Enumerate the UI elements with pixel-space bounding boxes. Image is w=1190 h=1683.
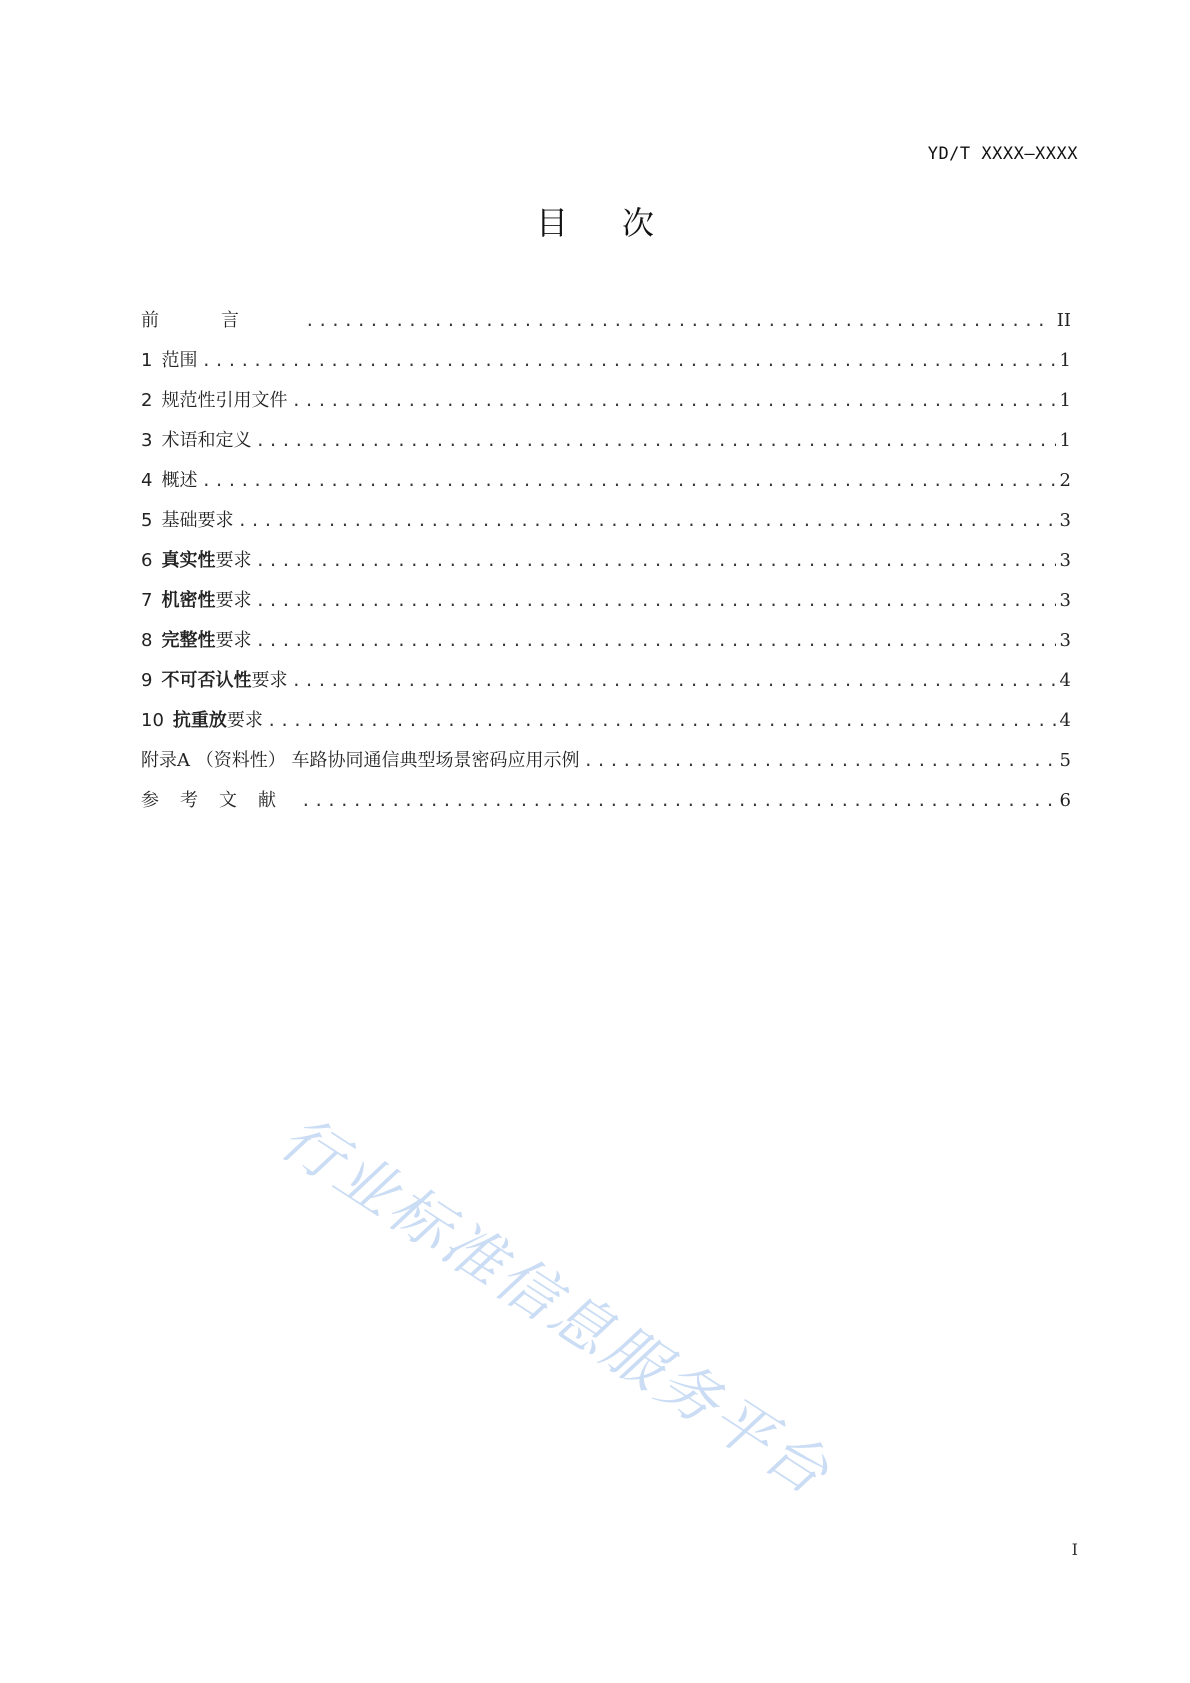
- toc-entry-page: 2: [1059, 470, 1071, 491]
- toc-entry-label: 附录A （资料性） 车路协同通信典型场景密码应用示例: [141, 750, 580, 771]
- toc-entry-label: 术语和定义: [161, 430, 252, 451]
- toc-entry-label-strong: 完整性: [161, 630, 216, 651]
- toc-entry-label: 基础要求: [161, 510, 234, 531]
- toc-entry-page: 3: [1059, 510, 1071, 531]
- toc-entry-label-suffix: 要求: [215, 630, 252, 651]
- toc-entry-page: 1: [1059, 430, 1071, 451]
- page-number: I: [1071, 1540, 1078, 1559]
- toc-entry-number: 8: [141, 630, 153, 651]
- toc-entry-normative-references[interactable]: [141, 386, 1071, 426]
- toc-leader-dots: [301, 791, 1056, 810]
- toc-entry-terms-definitions[interactable]: [141, 426, 1071, 466]
- document-code: YD/T XXXX—XXXX: [927, 144, 1078, 164]
- toc-entry-number: 5: [141, 510, 153, 531]
- toc-entry-label: 范围: [161, 350, 198, 371]
- toc-entry-authenticity[interactable]: [141, 546, 1071, 586]
- toc-leader-dots: [255, 551, 1055, 570]
- toc-entry-label-suffix: 要求: [215, 590, 252, 611]
- toc-entry-label: 规范性引用文件: [161, 390, 288, 411]
- toc-leader-dots: [255, 431, 1055, 450]
- toc-entry-page: 4: [1059, 710, 1071, 731]
- toc-leader-dots: [267, 711, 1056, 730]
- toc-entry-basic-requirements[interactable]: [141, 506, 1071, 546]
- toc-leader-dots: [583, 751, 1055, 770]
- toc-entry-number: 4: [141, 470, 153, 491]
- toc-entry-label: 参考文献: [141, 790, 297, 811]
- toc-entry-label-suffix: 要求: [251, 670, 288, 691]
- toc-entry-number: 7: [141, 590, 153, 611]
- toc-entry-page: 4: [1059, 670, 1071, 691]
- toc-entry-page: 1: [1059, 390, 1071, 411]
- toc-entry-integrity[interactable]: [141, 626, 1071, 666]
- toc-entry-page: 1: [1059, 350, 1071, 371]
- toc-leader-dots: [255, 631, 1055, 650]
- toc-entry-number: 6: [141, 550, 153, 571]
- toc-entry-label: 概述: [161, 470, 198, 491]
- toc-entry-label-suffix: 要求: [226, 710, 263, 731]
- toc-entry-number: 10: [141, 710, 164, 731]
- toc-entry-overview[interactable]: [141, 466, 1071, 506]
- toc-leader-dots: [201, 471, 1055, 490]
- toc-entry-label-suffix: 要求: [215, 550, 252, 571]
- toc-entry-number: 2: [141, 390, 153, 411]
- toc-leader-dots: [291, 671, 1055, 690]
- toc-entry-label-strong: 不可否认性: [161, 670, 252, 691]
- toc-leader-dots: [237, 511, 1055, 530]
- toc-entry-confidentiality[interactable]: [141, 586, 1071, 626]
- page-title: 目次: [535, 204, 708, 242]
- toc-leader-dots: [255, 591, 1055, 610]
- toc-entry-number: 3: [141, 430, 153, 451]
- toc-entry-scope[interactable]: [141, 346, 1071, 386]
- toc-leader-dots: [201, 351, 1055, 370]
- table-of-contents: [141, 306, 1071, 826]
- toc-entry-foreword[interactable]: [141, 306, 1071, 346]
- toc-entry-label-strong: 抗重放: [172, 710, 227, 731]
- toc-entry-bibliography[interactable]: [141, 786, 1071, 826]
- toc-entry-page: II: [1056, 310, 1071, 331]
- toc-entry-page: 6: [1059, 790, 1071, 811]
- toc-entry-number: 1: [141, 350, 153, 371]
- toc-entry-page: 3: [1059, 630, 1071, 651]
- toc-entry-label-strong: 机密性: [161, 590, 216, 611]
- toc-entry-page: 3: [1059, 590, 1071, 611]
- toc-entry-label: 前言: [141, 310, 301, 331]
- toc-entry-appendix-a[interactable]: [141, 746, 1071, 786]
- watermark-text: 行业标准信息服务平台: [268, 1102, 844, 1511]
- toc-leader-dots: [305, 311, 1053, 330]
- toc-entry-page: 5: [1059, 750, 1071, 771]
- toc-entry-non-repudiation[interactable]: [141, 666, 1071, 706]
- toc-entry-label-strong: 真实性: [161, 550, 216, 571]
- toc-entry-anti-replay[interactable]: [141, 706, 1071, 746]
- toc-leader-dots: [291, 391, 1055, 410]
- toc-entry-number: 9: [141, 670, 153, 691]
- toc-entry-page: 3: [1059, 550, 1071, 571]
